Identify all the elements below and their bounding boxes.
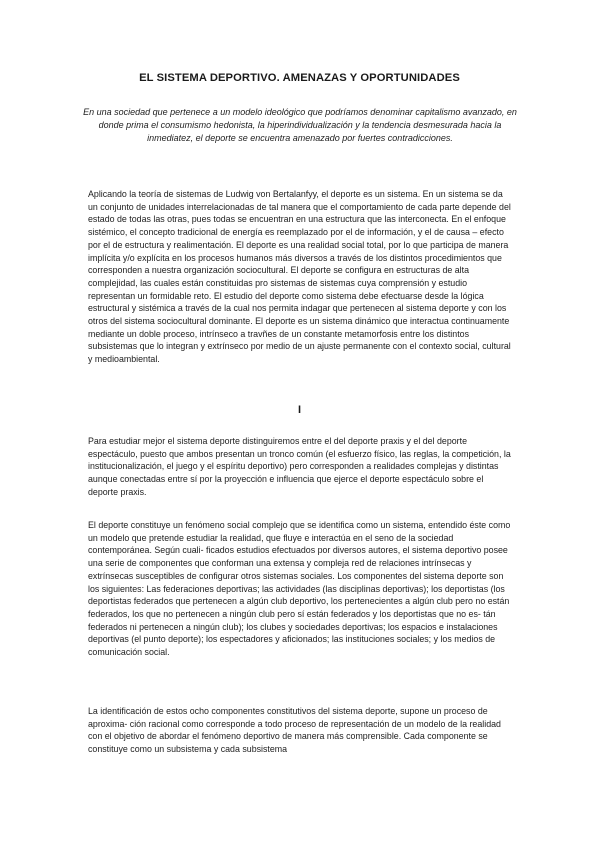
- body-paragraph-1: Aplicando la teoría de sistemas de Ludwig von Bertalanfyy, el deporte es un sistema. En un sistema se da un conjunto de unidades interrelacionadas de tal manera que el comportamiento de cada parte depende del estado de todas las otras, pues todas se encuentran en una estructura que las interconecta. En el enfoque sistémico, el concepto tradicional de energía es reemplazado por el de información, y el de causa – efecto por el de estructura y realimentación. El deporte es una realidad social total, por lo que participa de manera implícita y/o explícita en los procesos humanos más diversos a través de los distintos procedimientos que corresponden a nuestra organización sociocultural. El deporte se configura en estructuras de alta complejidad, las cuales están constituidas pro sistemas de sistemas cuya comprensión y estudio representan un formidable reto. El estudio del deporte como sistema debe efectuarse desde la lógica estructural y sistémica a través de la cual nos permita indagar que pertenecen al sistema deporte y con los otros del sistema sociocultural dominante. El deporte es un sistema dinámico que interactua continuamente mediante un doble proceso, intrínseco a travñes de un constante metamorfosis entre los distintos subsistemas que lo integran y extrínseco por medio de un ajuste permanente con el contexto social, cultural y medioambiental.: [88, 189, 511, 365]
- abstract-paragraph: En una sociedad que pertenece a un modelo ideológico que podríamos denominar capitalismo avanzado, en donde prima el consumismo hedonista, la hiperindividualización y la tendencia desmesurada hacia la inmediatez, el deporte se encuentra amenazado por fuertes contradicciones.: [83, 107, 517, 144]
- body-paragraph-2: Para estudiar mejor el sistema deporte distinguiremos entre el del deporte praxis y el del deporte espectáculo, puesto que ambos presentan un tronco común (el esfuerzo físico, las reglas, la competición, la institucionalización, el juego y el espíritu deportivo) pero corresponden a realidades complejas y distintas aunque conectadas entre sí por la proyección e influencia que ejerce el deporte espectáculo sobre el deporte praxis.: [88, 436, 511, 497]
- section-heading: I: [297, 404, 302, 416]
- body-paragraph-4: La identificación de estos ocho componentes constitutivos del sistema deporte, supone un proceso de aproxima- ción racional como corresponde a todo proceso de representación de un modelo de la realidad con el objetivo de abordar el fenómeno deportivo de manera más comprensible. Cada componente se constituye como un subsistema y cada subsistema: [88, 706, 501, 755]
- document-title: EL SISTEMA DEPORTIVO. AMENAZAS Y OPORTUNIDADES: [139, 72, 460, 84]
- body-paragraph-3: El deporte constituye un fenómeno social complejo que se identifica como un sistema, entendido éste como un modelo que pretende estudiar la realidad, que fluye e interactúa en el seno de la sociedad contemporánea. Según cuali- ficados estudios efectuados por diversos autores, el sistema deportivo posee una serie de componentes que conforman una extensa y compleja red de relaciones intrínsecas y extrínsecas susceptibles de configurar otros sistemas sociales. Los componentes del sistema deporte son los siguientes: Las federaciones deportivas; las actividades (las disciplinas deportivas); los deportistas (los deportistas federados que pertenecen a algún club deportivo, los pertenecientes a algún club pero no están federados, los que no pertenecen a ningún club pero sí están federados y los deportistas que no es- tán federados ni pertenecen a ningún club); los clubes y sociedades deportivas; los espacios e instalaciones deportivas (el punto deporte); los espectadores y aficionados; las instituciones sociales; y los medios de comunicación social.: [88, 520, 511, 658]
